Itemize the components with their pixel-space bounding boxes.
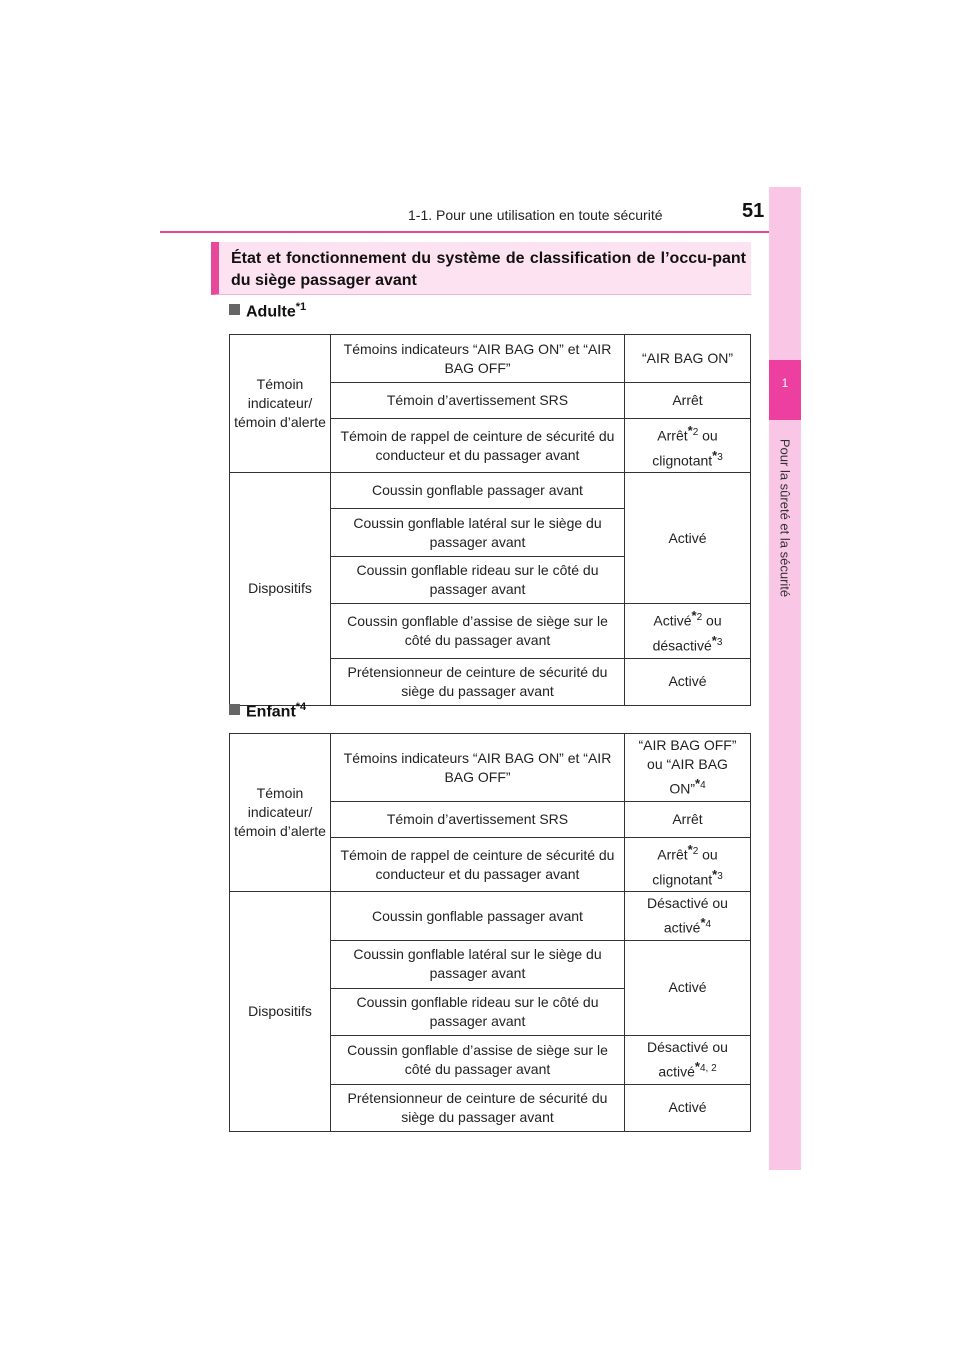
table-row [230, 734, 751, 802]
footnote-ref: 3 [717, 451, 723, 463]
table-cell: Arrêt$^{*2}$ ou clignotant$^{*3}$ [625, 838, 751, 892]
adult-heading-text: Adulte [246, 303, 296, 321]
table-cell: Activé [625, 473, 751, 604]
table-cell: “AIR BAG OFF” ou “AIR BAG ON”$^{*4}$ [625, 734, 751, 802]
table-cell: Coussin gonflable passager avant [331, 892, 625, 941]
table-cell: Témoin de rappel de ceinture de sécurité du conducteur et du passager avant [331, 419, 625, 473]
table-cell: Arrêt$^{*2}$ ou clignotant$^{*3}$ [625, 419, 751, 473]
table-cell: Témoins indicateurs “AIR BAG ON” et “AIR BAG OFF” [331, 734, 625, 802]
table-cell: Activé [625, 1084, 751, 1131]
table-cell: “AIR BAG ON” [625, 335, 751, 383]
table-cell: Prétensionneur de ceinture de sécurité du siège du passager avant [331, 1084, 625, 1131]
chapter-tab[interactable] [769, 360, 801, 420]
table-cell: Coussin gonflable latéral sur le siège du passager avant [331, 940, 625, 988]
devices-group-label: Dispositifs [230, 473, 331, 705]
child-heading [229, 701, 306, 721]
page-number: 51 [742, 200, 765, 222]
table-cell: Désactivé ou activé$^{*4}$ [625, 892, 751, 941]
child-table [229, 733, 751, 1132]
table-cell: Activé [625, 940, 751, 1035]
table-row [230, 892, 751, 941]
square-bullet-icon [229, 304, 240, 315]
child-heading-note: *4 [295, 701, 307, 713]
cell-text: Arrêt [657, 846, 688, 863]
footnote-ref: 2 [692, 427, 699, 438]
cell-text: “AIR BAG OFF” ou “AIR BAG ON” [638, 737, 737, 797]
adult-heading-note: *1 [295, 301, 307, 313]
table-row [230, 473, 751, 509]
table-cell: Activé$^{*2}$ ou désactivé$^{*3}$ [625, 604, 751, 658]
table-cell: Coussin gonflable passager avant [331, 473, 625, 509]
indicator-group-label: Témoin indicateur/ témoin d’alerte [230, 335, 331, 473]
square-bullet-icon [229, 704, 240, 715]
adult-table [229, 334, 751, 706]
table-cell: Coussin gonflable rideau sur le côté du passager avant [331, 988, 625, 1035]
cell-text: ou désactivé [652, 612, 722, 654]
table-cell: Coussin gonflable rideau sur le côté du passager avant [331, 557, 625, 604]
cell-text: Activé [653, 612, 692, 629]
table-cell: Coussin gonflable d’assise de siège sur le côté du passager avant [331, 1035, 625, 1084]
table-cell: Témoin de rappel de ceinture de sécurité du conducteur et du passager avant [331, 838, 625, 892]
table-cell: Activé [625, 658, 751, 705]
devices-group-label: Dispositifs [230, 892, 331, 1131]
footnote-ref: 2 [696, 612, 703, 624]
running-header: 1-1. Pour une utilisation en toute sécurité [408, 207, 663, 223]
section-heading-box [211, 242, 751, 295]
table-cell: Coussin gonflable latéral sur le siège du passager avant [331, 509, 625, 557]
table-row [230, 335, 751, 383]
table-cell: Prétensionneur de ceinture de sécurité du siège du passager avant [331, 658, 625, 705]
child-heading-text: Enfant [246, 703, 296, 721]
footnote-ref: 4 [700, 780, 706, 792]
cell-text: ou clignotant [652, 427, 718, 469]
table-cell: Arrêt [625, 802, 751, 838]
cell-text: Désactivé ou activé [647, 895, 728, 936]
table-cell: Témoin d’avertissement SRS [331, 383, 625, 419]
chapter-number: 1 [781, 376, 789, 390]
adult-heading [229, 301, 306, 321]
cell-text: Désactivé ou activé [647, 1038, 728, 1080]
cell-text: ou clignotant [652, 846, 718, 888]
footnote-ref: 3 [716, 636, 723, 648]
indicator-group-label: Témoin indicateur/ témoin d’alerte [230, 734, 331, 892]
table-cell: Témoin d’avertissement SRS [331, 802, 625, 838]
footnote-ref: 4, 2 [699, 1062, 717, 1074]
table-cell: Arrêt [625, 383, 751, 419]
table-cell: Coussin gonflable d’assise de siège sur le côté du passager avant [331, 604, 625, 658]
cell-text: Arrêt [657, 427, 688, 444]
table-cell: Désactivé ou activé$^{*4, 2}$ [625, 1035, 751, 1084]
chapter-side-strip [769, 187, 801, 1170]
section-title: État et fonctionnement du système de classification de l’occu-pant du siège passager avant [231, 250, 746, 289]
header-divider [160, 231, 800, 233]
footnote-ref: 3 [717, 870, 723, 882]
footnote-ref: 2 [692, 846, 699, 857]
chapter-label: Pour la sûreté et la sécurité [777, 438, 793, 598]
footnote-ref: 4 [705, 919, 712, 931]
table-cell: Témoins indicateurs “AIR BAG ON” et “AIR BAG OFF” [331, 335, 625, 383]
